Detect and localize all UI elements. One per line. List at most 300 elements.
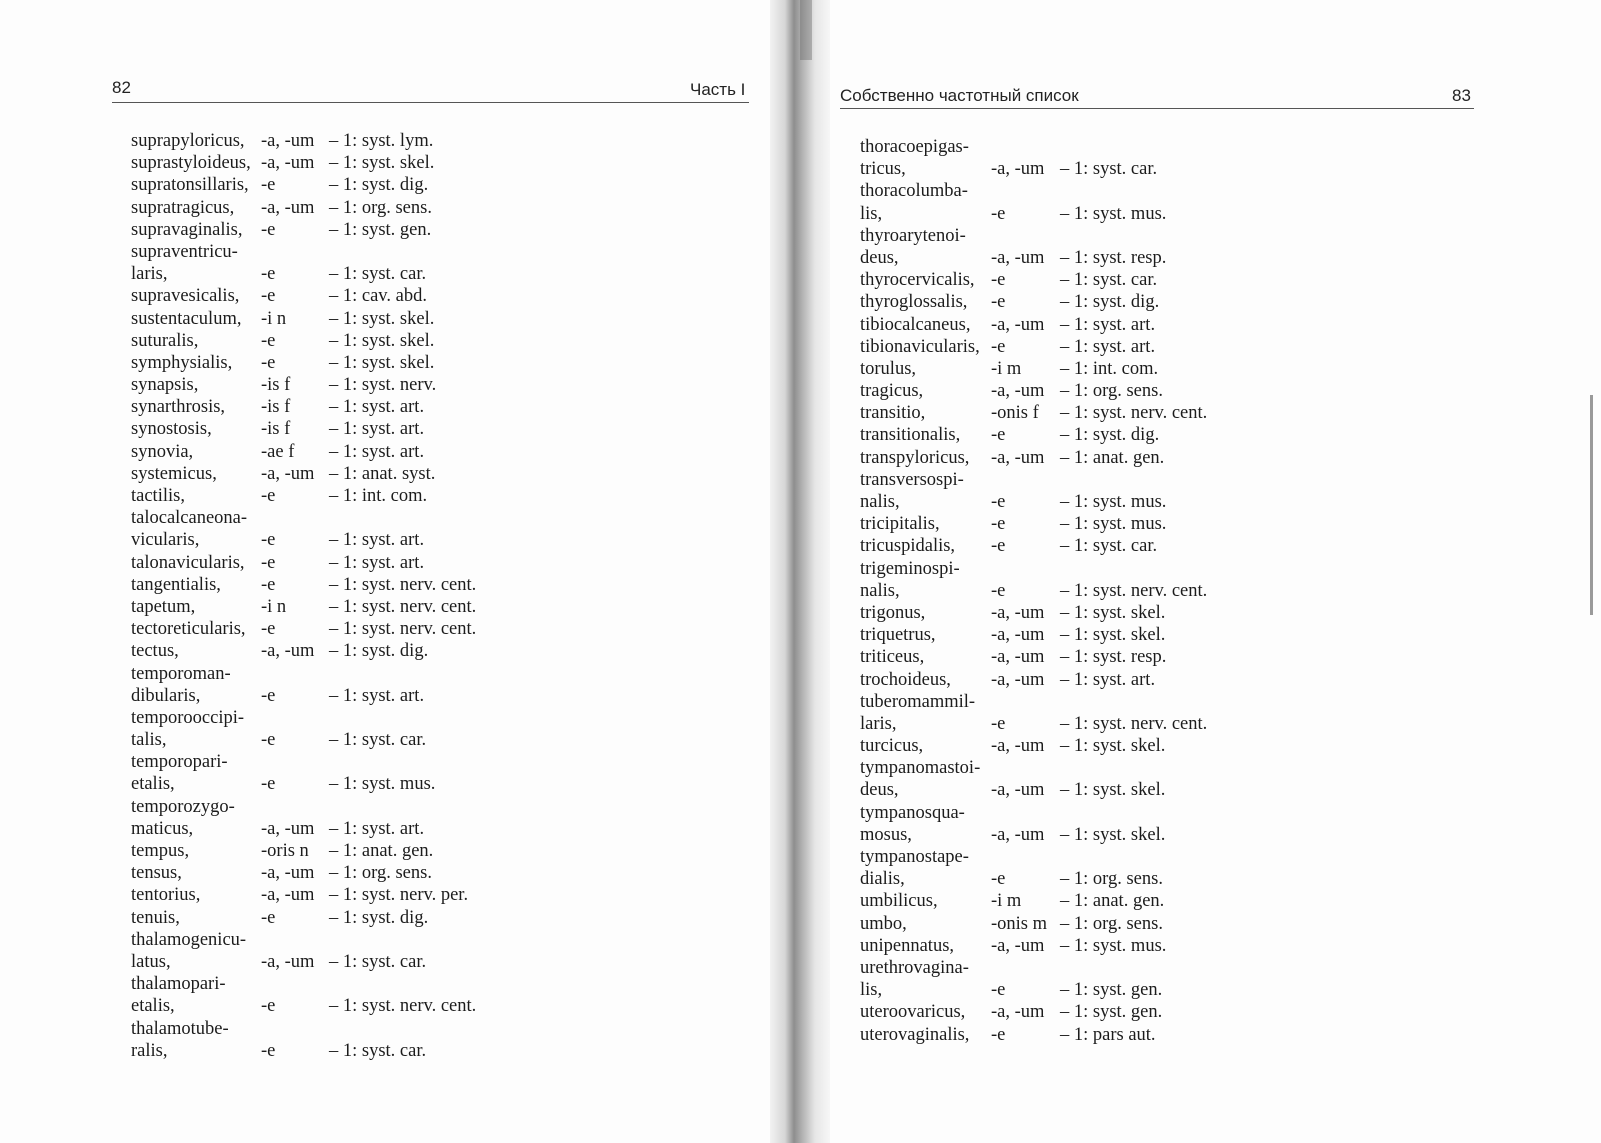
entry-term: supravesicalis, <box>131 286 240 307</box>
entry-description: – 1: syst. resp. <box>1060 647 1167 668</box>
entry-term: transitionalis, <box>860 425 961 446</box>
entry-row <box>860 957 1280 979</box>
entry-ending: -a, -um <box>991 669 1045 690</box>
entry-description: – 1: syst. art. <box>329 552 425 573</box>
entry-description: – 1: syst. art. <box>1060 669 1156 690</box>
entry-description: – 1: syst. art. <box>329 530 425 551</box>
entry-description: – 1: org. sens. <box>329 863 432 884</box>
right-running-head: Собственно частотный список <box>840 86 1079 105</box>
entry-description: – 1: syst. nerv. cent. <box>1060 403 1208 424</box>
entry-ending: -e <box>991 580 1006 601</box>
entry-term: transitio, <box>860 403 926 424</box>
entry-term: transpyloricus, <box>860 447 970 468</box>
entry-description: – 1: syst. mus. <box>1060 203 1167 224</box>
entry-term: uteroovaricus, <box>860 1002 966 1023</box>
entry-term: tympanosqua- <box>860 802 965 823</box>
entry-row <box>131 840 551 862</box>
entry-row <box>131 596 551 618</box>
entry-ending: -oris n <box>261 841 309 861</box>
entry-description: – 1: syst. mus. <box>1060 492 1167 512</box>
entry-description: – 1: syst. art. <box>329 397 425 418</box>
entry-row <box>131 818 551 840</box>
entry-description: – 1: org. sens. <box>1060 869 1163 890</box>
entry-term: umbilicus, <box>860 891 938 912</box>
entry-row <box>131 308 551 330</box>
entry-row <box>131 973 551 995</box>
entry-term: nalis, <box>860 492 900 512</box>
entry-term: tangentialis, <box>131 574 221 595</box>
entry-row <box>860 935 1280 957</box>
entry-row <box>131 640 551 662</box>
entry-row <box>131 441 551 463</box>
entry-ending: -e <box>261 619 276 640</box>
entry-ending: -e <box>261 219 276 240</box>
entry-ending: -is f <box>261 375 291 396</box>
entry-row <box>131 995 551 1017</box>
entry-ending: -e <box>261 352 276 373</box>
entry-description: – 1: syst. art. <box>329 685 425 706</box>
entry-row <box>131 751 551 773</box>
entry-description: – 1: syst. skel. <box>329 153 435 174</box>
entry-term: tenuis, <box>131 907 180 928</box>
entry-ending: -e <box>261 774 276 795</box>
entry-term: tuberomammil- <box>860 691 976 712</box>
entry-ending: -a, -um <box>991 647 1045 668</box>
entry-ending: -a, -um <box>261 197 315 218</box>
entry-term: trochoideus, <box>860 669 951 690</box>
entry-ending: -a, -um <box>991 736 1045 757</box>
entry-term: tapetum, <box>131 596 196 617</box>
entry-ending: -a, -um <box>261 885 315 906</box>
entry-term: tensus, <box>131 863 182 884</box>
entry-term: symphysialis, <box>131 352 233 373</box>
entry-row <box>131 685 551 707</box>
entry-row <box>131 130 551 152</box>
entry-term: synostosis, <box>131 419 212 440</box>
entry-row <box>860 535 1280 557</box>
entry-ending: -i n <box>261 308 287 329</box>
entry-ending: -e <box>261 574 276 595</box>
entry-row <box>131 796 551 818</box>
entry-row <box>860 913 1280 935</box>
entry-term: tympanomastoi- <box>860 758 981 779</box>
entry-term: tympanostape- <box>860 847 969 867</box>
entry-row <box>860 691 1280 713</box>
entry-ending: -e <box>991 492 1006 512</box>
entry-term: triquetrus, <box>860 625 936 646</box>
entry-term: supratonsillaris, <box>131 175 249 196</box>
entry-term: transversospi- <box>860 469 964 490</box>
entry-term: unipennatus, <box>860 935 955 956</box>
entry-description: – 1: cav. abd. <box>329 286 427 307</box>
entry-description: – 1: syst. nerv. cent. <box>329 596 477 617</box>
entry-description: – 1: syst. nerv. cent. <box>329 619 477 640</box>
entry-description: – 1: syst. skel. <box>1060 824 1166 845</box>
entry-ending: -a, -um <box>261 818 315 839</box>
entry-term: thoracoepigas- <box>860 137 969 157</box>
entry-row <box>860 447 1280 469</box>
entry-ending: -a, -um <box>991 602 1045 623</box>
entry-row <box>860 713 1280 735</box>
entry-ending: -a, -um <box>991 824 1045 845</box>
entry-description: – 1: int. com. <box>1060 358 1159 379</box>
entry-description: – 1: org. sens. <box>1060 381 1163 402</box>
entry-description: – 1: syst. nerv. <box>329 375 437 396</box>
entry-row <box>131 729 551 751</box>
entry-ending: -e <box>261 264 276 285</box>
entry-term: nalis, <box>860 580 900 601</box>
entry-term: vicularis, <box>131 530 200 551</box>
entry-term: temporooccipi- <box>131 707 245 728</box>
entry-row <box>131 174 551 196</box>
entry-row <box>860 291 1280 313</box>
entry-term: thyroarytenoi- <box>860 225 966 246</box>
entry-row <box>860 424 1280 446</box>
entry-row <box>131 330 551 352</box>
entry-term: uterovaginalis, <box>860 1024 970 1045</box>
entry-ending: -onis m <box>991 913 1048 934</box>
entry-term: urethrovagina- <box>860 957 969 978</box>
entry-row <box>860 225 1280 247</box>
entry-term: lis, <box>860 203 883 224</box>
entry-term: umbo, <box>860 913 907 934</box>
entry-term: dibularis, <box>131 685 201 706</box>
entry-description: – 1: syst. art. <box>329 818 425 839</box>
entry-term: dialis, <box>860 869 905 890</box>
entry-term: sustentaculum, <box>131 308 242 329</box>
entry-ending: -a, -um <box>991 935 1045 956</box>
entry-ending: -e <box>261 730 276 751</box>
left-entry-list <box>131 130 551 1062</box>
entry-ending: -e <box>261 486 276 506</box>
entry-row <box>131 396 551 418</box>
entry-term: tentorius, <box>131 885 201 906</box>
entry-row <box>131 907 551 929</box>
entry-term: supraventricu- <box>131 241 238 262</box>
entry-term: systemicus, <box>131 463 217 484</box>
entry-ending: -e <box>261 175 276 196</box>
entry-ending: -is f <box>261 397 291 418</box>
entry-term: ralis, <box>131 1040 168 1061</box>
entry-row <box>131 574 551 596</box>
entry-row <box>860 580 1280 602</box>
entry-description: – 1: pars aut. <box>1060 1024 1156 1045</box>
entry-ending: -a, -um <box>991 314 1045 335</box>
entry-term: supravaginalis, <box>131 219 243 240</box>
entry-row <box>860 735 1280 757</box>
entry-row <box>860 602 1280 624</box>
entry-term: temporoman- <box>131 663 231 684</box>
entry-description: – 1: syst. art. <box>1060 314 1156 335</box>
entry-ending: -a, -um <box>991 247 1045 268</box>
entry-ending: -a, -um <box>261 863 315 884</box>
entry-term: tempus, <box>131 841 190 861</box>
entry-term: thalamopari- <box>131 974 226 995</box>
entry-description: – 1: syst. car. <box>329 264 427 285</box>
entry-description: – 1: syst. skel. <box>1060 625 1166 646</box>
entry-row <box>131 552 551 574</box>
entry-ending: -e <box>991 536 1006 557</box>
entry-row <box>131 263 551 285</box>
entry-term: etalis, <box>131 774 175 795</box>
entry-description: – 1: int. com. <box>329 486 428 506</box>
right-header-rule <box>840 108 1474 109</box>
entry-row <box>860 890 1280 912</box>
entry-ending: -e <box>991 425 1006 446</box>
entry-term: tectus, <box>131 641 179 662</box>
entry-row <box>860 269 1280 291</box>
entry-term: thalamotube- <box>131 1018 229 1039</box>
entry-ending: -e <box>991 713 1006 734</box>
entry-term: synarthrosis, <box>131 397 226 418</box>
entry-row <box>131 507 551 529</box>
entry-row <box>131 418 551 440</box>
entry-row <box>860 247 1280 269</box>
entry-ending: -e <box>261 530 276 551</box>
entry-row <box>860 314 1280 336</box>
entry-row <box>131 707 551 729</box>
entry-ending: -a, -um <box>991 780 1045 801</box>
entry-description: – 1: syst. car. <box>1060 536 1158 557</box>
entry-description: – 1: syst. art. <box>329 419 425 440</box>
entry-term: synovia, <box>131 441 194 462</box>
entry-row <box>131 463 551 485</box>
entry-row <box>860 380 1280 402</box>
entry-description: – 1: anat. gen. <box>1060 447 1165 468</box>
entry-term: tricipitalis, <box>860 514 940 535</box>
entry-description: – 1: org. sens. <box>1060 913 1163 934</box>
entry-ending: -e <box>261 286 276 307</box>
entry-row <box>860 358 1280 380</box>
entry-term: temporozygo- <box>131 796 235 817</box>
entry-row <box>860 802 1280 824</box>
entry-term: talonavicularis, <box>131 552 245 573</box>
entry-description: – 1: syst. mus. <box>329 774 436 795</box>
entry-description: – 1: syst. nerv. cent. <box>1060 580 1208 601</box>
entry-row <box>860 136 1280 158</box>
entry-ending: -onis f <box>991 403 1039 424</box>
entry-term: deus, <box>860 780 899 801</box>
entry-term: torulus, <box>860 358 917 379</box>
entry-row <box>860 757 1280 779</box>
entry-ending: -a, -um <box>991 381 1045 402</box>
entry-row <box>131 241 551 263</box>
entry-description: – 1: syst. dig. <box>1060 425 1160 446</box>
entry-term: thyroglossalis, <box>860 292 968 313</box>
entry-description: – 1: syst. skel. <box>329 308 435 329</box>
left-page-number: 82 <box>112 78 131 97</box>
entry-row <box>131 1040 551 1062</box>
entry-term: mosus, <box>860 824 912 845</box>
page-edge-mark <box>1590 395 1593 615</box>
entry-term: etalis, <box>131 996 175 1017</box>
entry-description: – 1: syst. skel. <box>1060 736 1166 757</box>
left-running-head: Часть I <box>690 80 746 99</box>
entry-term: suprapyloricus, <box>131 131 245 151</box>
entry-row <box>131 884 551 906</box>
entry-term: laris, <box>860 713 897 734</box>
entry-ending: -e <box>991 292 1006 313</box>
entry-description: – 1: syst. car. <box>1060 159 1158 180</box>
left-header-rule <box>112 102 749 103</box>
entry-row <box>860 846 1280 868</box>
entry-description: – 1: syst. resp. <box>1060 247 1167 268</box>
entry-description: – 1: anat. gen. <box>329 841 434 861</box>
entry-row <box>860 402 1280 424</box>
entry-row <box>860 646 1280 668</box>
entry-ending: -a, -um <box>991 625 1045 646</box>
entry-term: tragicus, <box>860 381 924 402</box>
entry-description: – 1: syst. skel. <box>329 330 435 351</box>
entry-row <box>860 824 1280 846</box>
entry-term: maticus, <box>131 818 194 839</box>
entry-row <box>860 469 1280 491</box>
entry-row <box>131 352 551 374</box>
entry-term: trigonus, <box>860 602 926 623</box>
entry-row <box>860 624 1280 646</box>
entry-term: latus, <box>131 951 171 972</box>
entry-ending: -a, -um <box>261 951 315 972</box>
entry-row <box>131 529 551 551</box>
entry-ending: -a, -um <box>991 447 1045 468</box>
entry-term: supratragicus, <box>131 197 235 218</box>
entry-description: – 1: syst. nerv. cent. <box>329 996 477 1017</box>
entry-description: – 1: org. sens. <box>329 197 432 218</box>
entry-term: temporopari- <box>131 752 228 773</box>
entry-description: – 1: syst. dig. <box>329 641 429 662</box>
gutter-shadow <box>800 0 812 60</box>
entry-term: synapsis, <box>131 375 199 396</box>
entry-term: triticeus, <box>860 647 925 668</box>
entry-description: – 1: syst. skel. <box>1060 602 1166 623</box>
entry-row <box>860 180 1280 202</box>
entry-description: – 1: syst. nerv. per. <box>329 885 469 906</box>
entry-row <box>131 618 551 640</box>
entry-term: suturalis, <box>131 330 199 351</box>
entry-row <box>131 485 551 507</box>
entry-ending: -a, -um <box>991 1002 1045 1023</box>
entry-term: trigeminospi- <box>860 558 960 579</box>
entry-row <box>860 1024 1280 1046</box>
entry-ending: -i n <box>261 596 287 617</box>
entry-ending: -i m <box>991 358 1022 379</box>
entry-ending: -e <box>991 270 1006 291</box>
entry-description: – 1: syst. nerv. cent. <box>1060 713 1208 734</box>
entry-row <box>860 868 1280 890</box>
entry-description: – 1: anat. syst. <box>329 463 436 484</box>
entry-row <box>860 979 1280 1001</box>
entry-term: tibionavicularis, <box>860 336 980 357</box>
entry-row <box>131 152 551 174</box>
entry-term: suprastyloideus, <box>131 153 251 174</box>
entry-ending: -e <box>261 685 276 706</box>
entry-row <box>131 663 551 685</box>
entry-description: – 1: syst. dig. <box>329 907 429 928</box>
entry-ending: -e <box>261 996 276 1017</box>
entry-row <box>860 158 1280 180</box>
entry-term: talocalcaneona- <box>131 508 248 529</box>
entry-row <box>131 929 551 951</box>
entry-row <box>860 779 1280 801</box>
entry-description: – 1: syst. lym. <box>329 131 434 151</box>
entry-term: talis, <box>131 730 167 751</box>
entry-description: – 1: syst. nerv. cent. <box>329 574 477 595</box>
entry-description: – 1: syst. mus. <box>1060 935 1167 956</box>
entry-row <box>860 513 1280 535</box>
entry-ending: -a, -um <box>261 463 315 484</box>
entry-row <box>131 862 551 884</box>
entry-description: – 1: syst. dig. <box>1060 292 1160 313</box>
entry-ending: -is f <box>261 419 291 440</box>
entry-description: – 1: syst. skel. <box>1060 780 1166 801</box>
entry-row <box>131 374 551 396</box>
entry-term: thoracolumba- <box>860 181 968 202</box>
entry-row <box>860 203 1280 225</box>
entry-row <box>131 951 551 973</box>
entry-ending: -a, -um <box>261 131 315 151</box>
entry-row <box>131 773 551 795</box>
entry-description: – 1: syst. car. <box>1060 270 1158 291</box>
entry-description: – 1: anat. gen. <box>1060 891 1165 912</box>
entry-term: tricus, <box>860 159 906 180</box>
entry-term: tibiocalcaneus, <box>860 314 971 335</box>
entry-row <box>131 1018 551 1040</box>
entry-term: deus, <box>860 247 899 268</box>
entry-ending: -e <box>261 330 276 351</box>
entry-ending: -e <box>261 907 276 928</box>
entry-term: tactilis, <box>131 486 185 506</box>
entry-term: turcicus, <box>860 736 924 757</box>
entry-ending: -e <box>991 1024 1006 1045</box>
entry-description: – 1: syst. skel. <box>329 352 435 373</box>
entry-term: tectoreticularis, <box>131 619 246 640</box>
entry-row <box>860 336 1280 358</box>
entry-description: – 1: syst. car. <box>329 1040 427 1061</box>
entry-description: – 1: syst. art. <box>1060 336 1156 357</box>
right-entry-list <box>860 136 1280 1046</box>
right-page-number: 83 <box>1452 86 1471 105</box>
entry-ending: -a, -um <box>261 641 315 662</box>
entry-row <box>131 285 551 307</box>
entry-description: – 1: syst. dig. <box>329 175 429 196</box>
entry-description: – 1: syst. car. <box>329 951 427 972</box>
entry-term: thyrocervicalis, <box>860 270 975 291</box>
entry-description: – 1: syst. mus. <box>1060 514 1167 535</box>
entry-row <box>860 558 1280 580</box>
entry-term: laris, <box>131 264 168 285</box>
entry-term: thalamogenicu- <box>131 929 247 950</box>
entry-term: tricuspidalis, <box>860 536 956 557</box>
entry-row <box>131 219 551 241</box>
entry-ending: -e <box>991 980 1006 1001</box>
book-gutter <box>770 0 830 1143</box>
entry-ending: -a, -um <box>261 153 315 174</box>
entry-ending: -i m <box>991 891 1022 912</box>
entry-ending: -e <box>991 869 1006 890</box>
entry-ending: -e <box>261 1040 276 1061</box>
entry-row <box>131 197 551 219</box>
entry-description: – 1: syst. art. <box>329 441 425 462</box>
entry-ending: -e <box>991 514 1006 535</box>
entry-ending: -a, -um <box>991 159 1045 180</box>
entry-ending: -e <box>991 336 1006 357</box>
entry-ending: -ae f <box>261 441 295 462</box>
entry-description: – 1: syst. gen. <box>1060 980 1163 1001</box>
entry-description: – 1: syst. car. <box>329 730 427 751</box>
entry-description: – 1: syst. gen. <box>329 219 432 240</box>
entry-row <box>860 491 1280 513</box>
entry-description: – 1: syst. gen. <box>1060 1002 1163 1023</box>
